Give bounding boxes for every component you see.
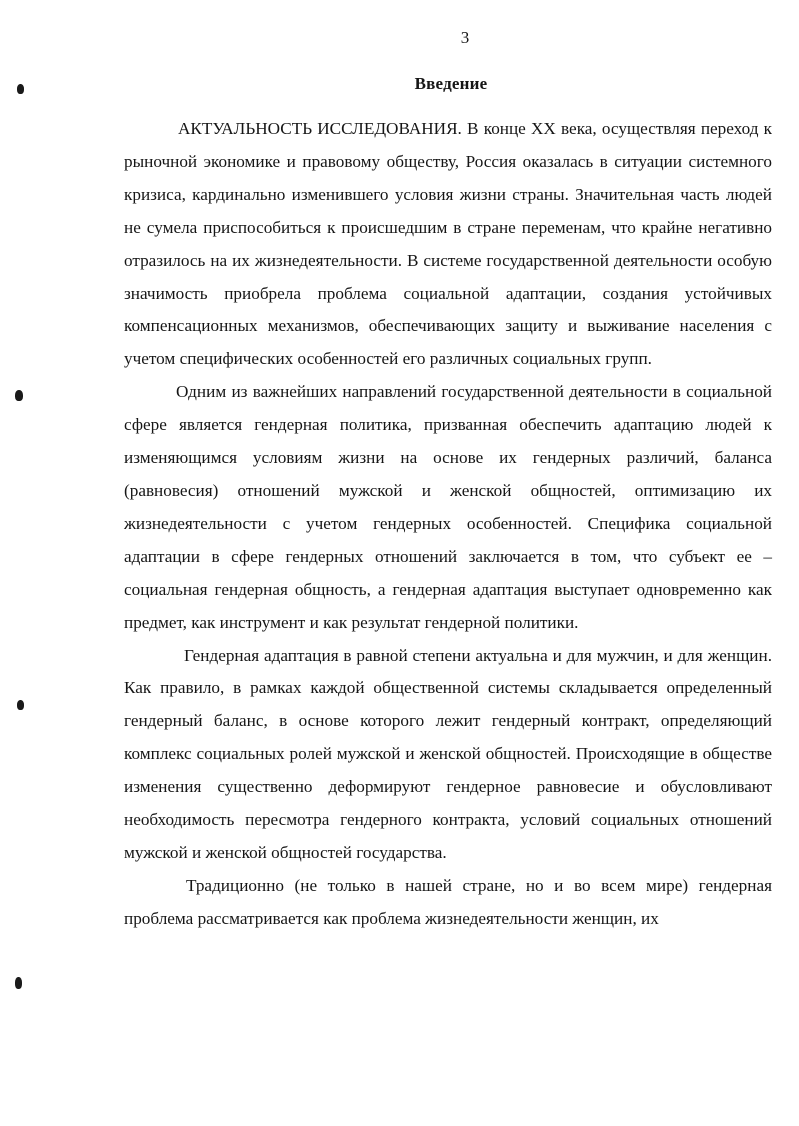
paragraph-gender-policy: Одним из важнейших направлений государственной деятельности в социальной сфере является гендерная политика, призванная обеспечить адаптацию людей к изменяющимся условиям жизни на основе их гендерных различий, баланса (равновесия) отношений мужской и женской общностей, оптимизацию их жизнедеятельности с учетом гендерных особенностей. Специфика социальной адаптации в сфере гендерных отношений заключается в том, что субъект ее – социальная гендерная общность, а гендерная адаптация выступает одновременно как предмет, как инструмент и как результат гендерной политики. [124,382,772,632]
scan-hole-mark [17,84,24,94]
scan-hole-mark [15,977,22,989]
paragraph-relevance: АКТУАЛЬНОСТЬ ИССЛЕДОВАНИЯ. В конце XX века, осуществляя переход к рыночной экономике и правовому обществу, Россия оказалась в ситуации системного кризиса, кардинально изменившего условия жизни страны. Значительная часть людей не сумела приспособиться к происшедшим в стране переменам, что крайне негативно отразилось на их жизнедеятельности. В системе государственной деятельности особую значимость приобрела проблема социальной адаптации, создания устойчивых компенсационных механизмов, обеспечивающих защиту и выживание населения с учетом специфических особенностей его различных социальных групп. [124,119,772,369]
page-title: Введение [414,74,488,93]
scan-hole-mark [17,700,24,710]
scan-hole-mark [15,390,23,401]
paragraph-gender-adaptation: Гендерная адаптация в равной степени актуальна и для мужчин, и для женщин. Как правило, в рамках каждой общественной системы складывается определенный гендерный баланс, в основе которого лежит гендерный контракт, определяющий комплекс социальных ролей мужской и женской общностей. Происходящие в обществе изменения существенно деформируют гендерное равновесие и обусловливают необходимость пересмотра гендерного контракта, условий социальных отношений мужской и женской общностей государства. [124,645,772,862]
page-number: 3 [460,28,470,47]
document-body [124,113,772,936]
paragraph-traditional-view: Традиционно (не только в нашей стране, но и во всем мире) гендерная проблема рассматривается как проблема жизнедеятельности женщин, их [124,875,772,928]
